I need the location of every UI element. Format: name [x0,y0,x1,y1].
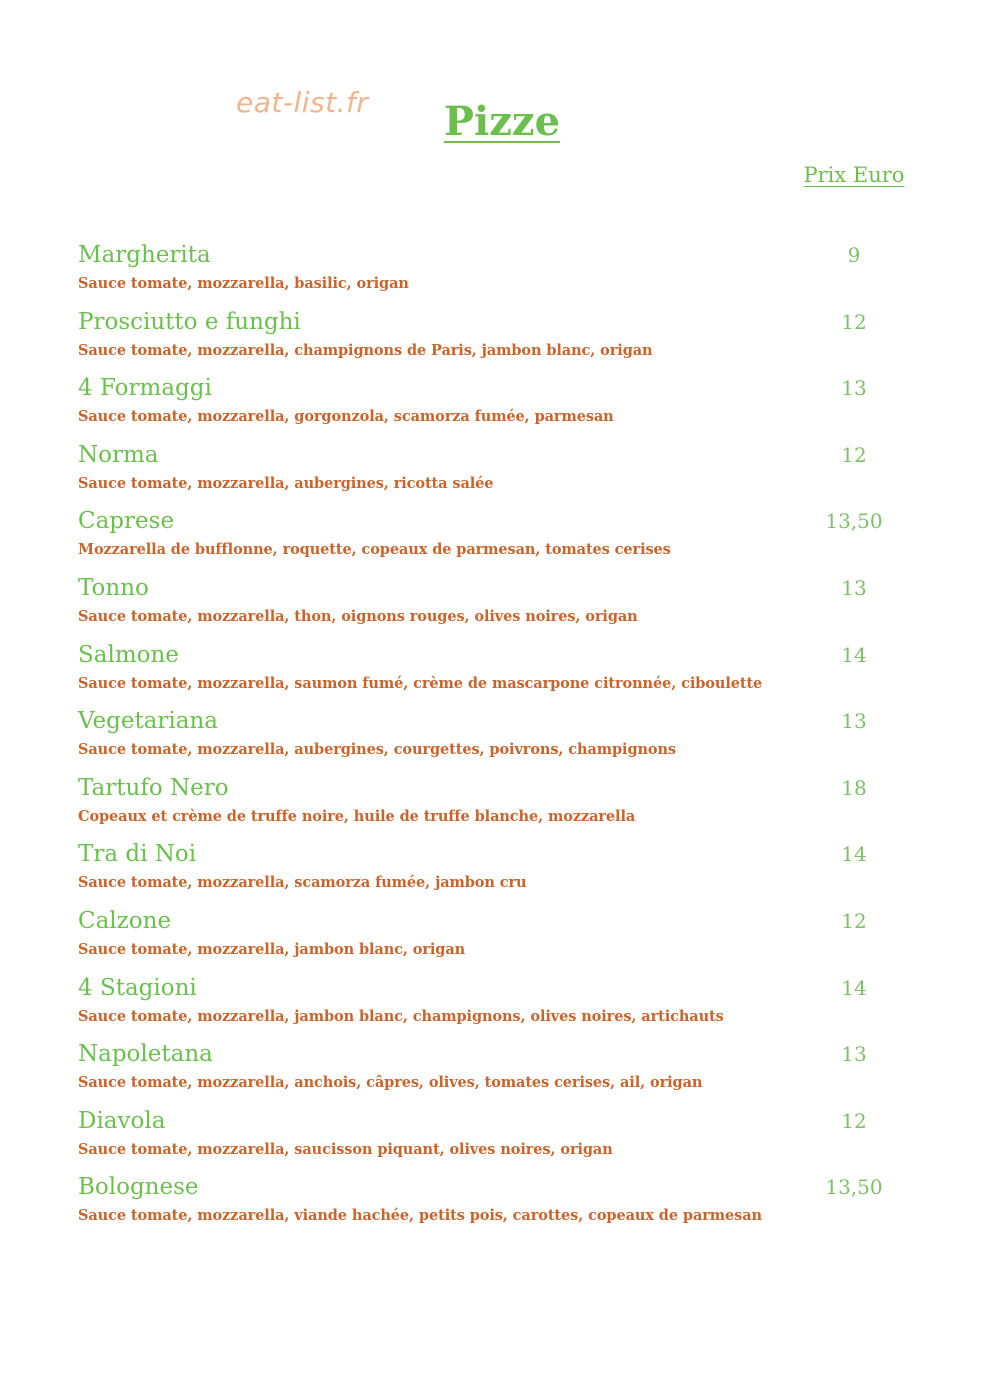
item-price: 9 [847,243,861,267]
item-name: Tartufo Nero [78,774,229,801]
menu-item [78,571,918,638]
item-description: Sauce tomate, mozzarella, thon, oignons rouges, olives noires, origan [78,607,638,625]
menu-item [78,1104,918,1171]
item-description: Copeaux et crème de truffe noire, huile de truffe blanche, mozzarella [78,807,636,825]
item-price: 14 [841,642,867,667]
item-description: Sauce tomate, mozzarella, jambon blanc, origan [78,940,466,958]
item-description: Sauce tomate, mozzarella, aubergines, courgettes, poivrons, champignons [78,741,676,759]
item-name: Tonno [78,574,149,601]
menu-list [78,238,918,1237]
item-price: 13,50 [825,509,883,534]
item-name: 4 Stagioni [78,974,197,1001]
menu-item [78,771,918,838]
menu-item [78,305,918,372]
item-price: 13 [841,376,867,401]
menu-item [78,904,918,971]
item-name: Salmone [78,641,179,668]
menu-item [78,1037,918,1104]
item-name: Vegetariana [78,708,218,735]
item-price: 14 [841,975,867,1000]
item-price: 12 [841,908,867,933]
menu-item [78,504,918,571]
menu-item [78,1170,918,1237]
menu-item [78,371,918,438]
item-description: Mozzarella de bufflonne, roquette, copeaux de parmesan, tomates cerises [78,541,671,559]
item-name: Caprese [78,508,175,535]
item-price: 13 [841,1042,867,1067]
item-description: Sauce tomate, mozzarella, saumon fumé, crème de mascarpone citronnée, ciboulette [78,674,763,692]
menu-item [78,638,918,705]
menu-item [78,971,918,1038]
item-description: Sauce tomate, mozzarella, scamorza fumée, jambon cru [78,874,527,892]
item-price: 13 [841,575,867,600]
item-price: 13,50 [825,1175,883,1200]
item-name: 4 Formaggi [78,375,212,402]
page-title: Pizze [443,98,561,145]
item-description: Sauce tomate, mozzarella, anchois, câpres, olives, tomates cerises, ail, origan [78,1074,703,1092]
item-description: Sauce tomate, mozzarella, saucisson piquant, olives noires, origan [78,1140,613,1158]
item-name: Diavola [78,1107,166,1134]
item-description: Sauce tomate, mozzarella, viande hachée, petits pois, carottes, copeaux de parmesan [78,1207,762,1225]
item-description: Sauce tomate, mozzarella, champignons de Paris, jambon blanc, origan [78,341,653,359]
item-name: Margherita [78,242,211,268]
item-price: 12 [841,1108,867,1133]
item-name: Calzone [78,907,172,934]
item-name: Tra di Noi [78,841,197,868]
item-description: Sauce tomate, mozzarella, gorgonzola, scamorza fumée, parmesan [78,408,614,426]
item-name: Bolognese [78,1174,199,1201]
item-description: Sauce tomate, mozzarella, aubergines, ricotta salée [78,474,494,492]
item-price: 12 [841,442,867,467]
item-price: 12 [841,309,867,334]
menu-item [78,837,918,904]
watermark: eat-list.fr [236,86,369,119]
item-description: Sauce tomate, mozzarella, basilic, origan [78,275,409,292]
item-name: Norma [78,441,159,468]
item-price: 18 [841,775,867,800]
menu-item [78,238,918,305]
price-column-header: Prix Euro [803,163,905,187]
item-name: Prosciutto e funghi [78,308,301,335]
item-name: Napoletana [78,1041,213,1068]
item-price: 14 [841,842,867,867]
item-description: Sauce tomate, mozzarella, jambon blanc, champignons, olives noires, artichauts [78,1007,724,1025]
menu-item [78,438,918,505]
item-price: 13 [841,709,867,734]
menu-item [78,704,918,771]
